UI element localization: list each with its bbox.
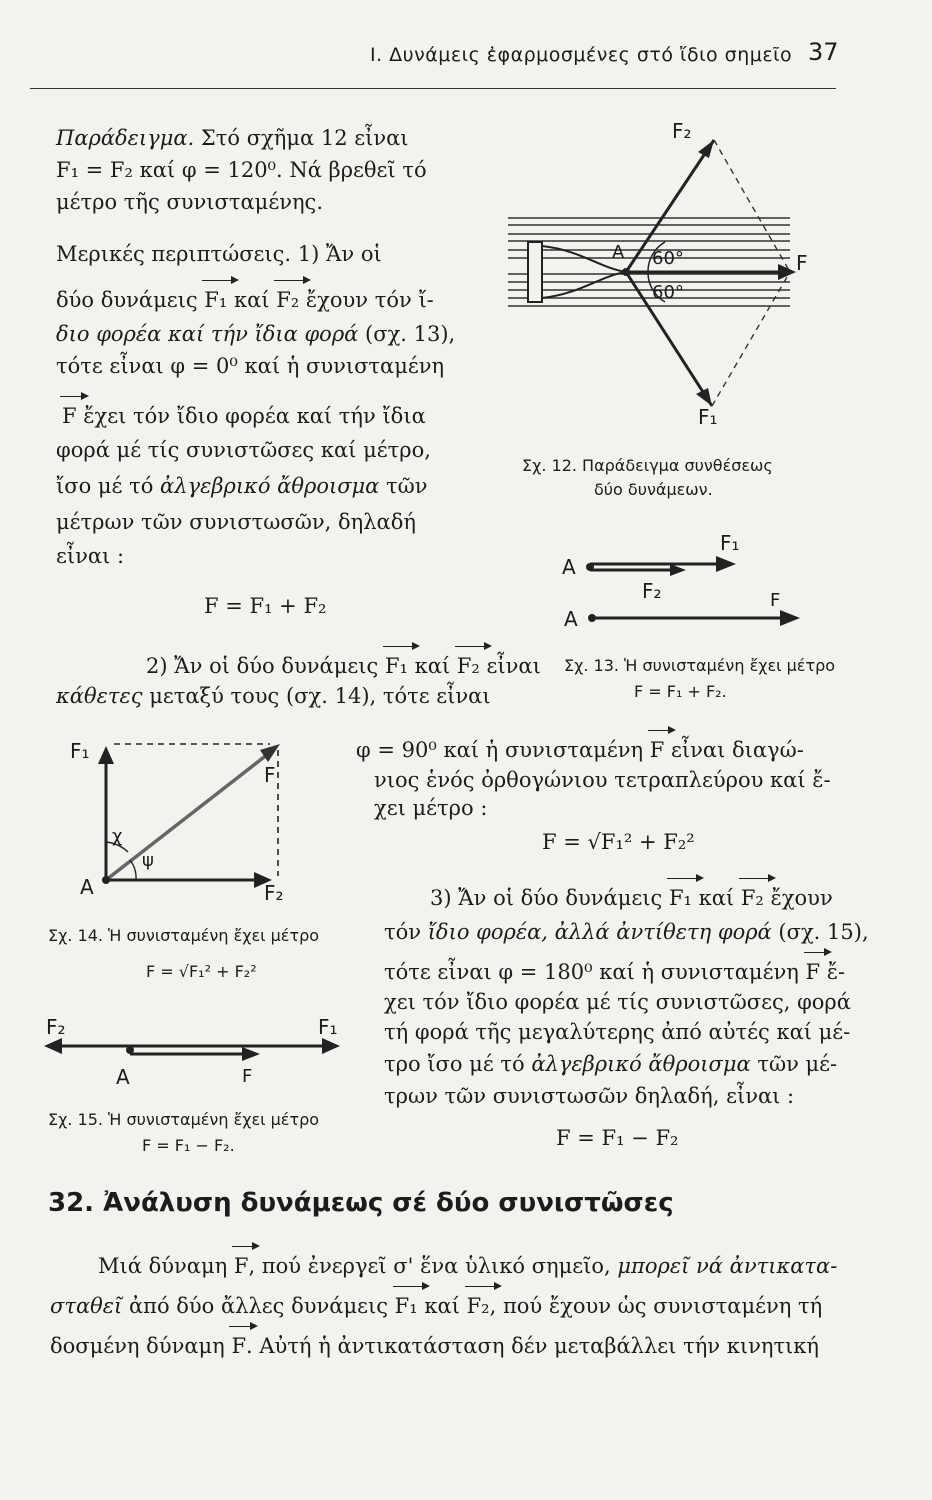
running-title: I. Δυνάμεις ἐφαρμοσμένες στό ἴδιο σημεῖο <box>370 44 793 66</box>
vec-F1: F₁ <box>204 288 228 312</box>
fig13-label-A2: A <box>564 607 578 631</box>
case2-3c: εἶναι διαγώ- <box>664 738 804 762</box>
case3-line-4: χει τόν ἴδιο φορέα μέ τίς συνιστῶσες, φορά <box>384 990 851 1014</box>
case3-1e: ἔχουν <box>770 886 833 910</box>
fig13-caption-1: Σχ. 13. Ἡ συνισταμένη ἔχει μέτρο <box>564 656 836 675</box>
fig12-caption-1: Σχ. 12. Παράδειγμα συνθέσεως <box>522 456 773 475</box>
vec-F2: F₂ <box>740 886 764 910</box>
fig14-label-F: F <box>264 763 276 787</box>
cases-line-2 <box>56 288 434 312</box>
cases-2e: ἔχουν τόν ἴ- <box>305 288 434 312</box>
fig12-caption-2: δύο δυνάμεων. <box>594 480 713 499</box>
fig13-label-F2: F₂ <box>642 579 662 603</box>
fig13-label-F1: F₁ <box>720 531 740 555</box>
figure-13 <box>550 526 810 634</box>
example-line-2: F₁ = F₂ καί φ = 120⁰. Νά βρεθεῖ τό <box>56 158 427 182</box>
section-2a: σταθεῖ <box>50 1294 123 1318</box>
case2-line-5: χει μέτρο : <box>374 796 488 820</box>
vec-F1: F₁ <box>384 654 408 678</box>
figure-12 <box>500 118 840 438</box>
section-2d: καί <box>424 1294 460 1318</box>
case3-line-5: τή φορά τῆς μεγαλύτερης ἀπό αὐτές καί μέ- <box>384 1020 851 1044</box>
section-1d: μπορεῖ νά ἀντικατα- <box>617 1254 838 1278</box>
case3-line-2 <box>384 920 869 944</box>
case3-2a: τόν <box>384 920 428 944</box>
example-line-3: μέτρο τῆς συνισταμένης. <box>56 190 323 214</box>
section-line-1 <box>98 1254 837 1278</box>
case3-3c: ἔ- <box>820 960 846 984</box>
example-text-1: Στό σχῆμα 12 εἶναι <box>194 126 409 150</box>
vec-F: F <box>649 738 665 762</box>
example-line-1 <box>56 126 409 150</box>
fig12-label-F2: F₂ <box>672 119 692 143</box>
section-2b: ἀπό δύο ἄλλες δυνάμεις <box>122 1294 388 1318</box>
section-line-3 <box>50 1334 819 1358</box>
fig12-label-A: A <box>612 242 625 263</box>
fig15-label-F: F <box>242 1066 253 1087</box>
case2-1a: 2) Ἄν οἱ δύο δυνάμεις <box>146 654 379 678</box>
section-2f: , πού ἔχουν ὡς συνισταμένη τή <box>489 1294 823 1318</box>
cases-line-1: Μερικές περιπτώσεις. 1) Ἄν οἱ <box>56 242 382 266</box>
case3-line-7: τρων τῶν συνιστωσῶν δηλαδή, εἶναι : <box>384 1084 795 1108</box>
fig12-label-F1: F₁ <box>698 405 718 429</box>
fig13-label-F: F <box>770 590 781 611</box>
fig14-caption-1: Σχ. 14. Ἡ συνισταμένη ἔχει μέτρο <box>48 926 320 945</box>
vec-F: F <box>231 1334 247 1358</box>
section-3a: δοσμένη δύναμη <box>50 1334 225 1358</box>
figure-14 <box>60 730 310 916</box>
case3-2b: ἴδιο φορέα, ἀλλά ἀντίθετη φορά <box>427 920 772 944</box>
header-rule <box>30 88 836 89</box>
cases-5b: ἔχει τόν ἴδιο φορέα καί τήν ἴδια <box>76 404 426 428</box>
cases-line-3 <box>56 322 455 346</box>
section-line-2 <box>50 1294 822 1318</box>
section-heading: 32. Ἀνάλυση δυνάμεως σέ δύο συνιστῶσες <box>48 1188 674 1218</box>
fig12-angle-2: 60° <box>652 282 684 303</box>
fig12-label-F: F <box>796 251 808 275</box>
cases-line-6: φορά μέ τίς συνιστῶσες καί μέτρο, <box>56 438 431 462</box>
case3-line-3 <box>384 960 845 984</box>
case2-2b: μεταξύ τους (σχ. 14), τότε εἶναι <box>142 684 491 708</box>
fig12-angle-1: 60° <box>652 248 684 269</box>
equation-pythagoras: F = √F₁² + F₂² <box>542 830 695 854</box>
cases-line-9: εἶναι : <box>56 544 125 568</box>
fig14-label-F2: F₂ <box>264 881 284 905</box>
cases-3-italic: διο φορέα καί τήν ἴδια φορά <box>56 322 359 346</box>
vec-F2: F₂ <box>456 654 480 678</box>
vec-F: F <box>805 960 821 984</box>
case3-1c: καί <box>698 886 735 910</box>
cases-2a: δύο δυνάμεις <box>56 288 198 312</box>
fig15-label-F1: F₁ <box>318 1015 338 1039</box>
case2-3a: φ = 90⁰ καί ἡ συνισταμένη <box>356 738 644 762</box>
page-number: 37 <box>808 38 839 66</box>
fig14-caption-2: F = √F₁² + F₂² <box>146 962 257 981</box>
vec-F1: F₁ <box>668 886 692 910</box>
case3-1a: 3) Ἄν οἱ δύο δυνάμεις <box>430 886 663 910</box>
case2-1c: καί <box>414 654 451 678</box>
equation-sum: F = F₁ + F₂ <box>204 594 327 618</box>
case2-line-4: νιος ἑνός ὀρθογώνιου τετραπλεύρου καί ἔ- <box>374 768 831 792</box>
cases-7a: ἴσο μέ τό <box>56 474 161 498</box>
vec-F2: F₂ <box>276 288 300 312</box>
fig15-label-A: A <box>116 1065 130 1089</box>
fig14-label-psi: ψ <box>142 850 154 871</box>
case3-6a: τρο ἴσο μέ τό <box>384 1052 532 1076</box>
case3-6c: τῶν μέ- <box>750 1052 838 1076</box>
case2-1e: εἶναι <box>486 654 541 678</box>
cases-line-8: μέτρων τῶν συνιστωσῶν, δηλαδή <box>56 510 416 534</box>
section-1c: , πού ἐνεργεῖ σ' ἕνα ὑλικό σημεῖο, <box>248 1254 611 1278</box>
figure-15 <box>36 1012 356 1092</box>
case3-line-6 <box>384 1052 837 1076</box>
fig13-label-A1: A <box>562 555 576 579</box>
vec-F: F <box>233 1254 249 1278</box>
cases-line-5 <box>62 404 426 428</box>
fig13-caption-2: F = F₁ + F₂. <box>634 682 727 701</box>
fig14-label-chi: χ <box>112 826 123 847</box>
case3-6b: ἀλγεβρικό ἄθροισμα <box>531 1052 751 1076</box>
fig14-label-F1: F₁ <box>70 739 90 763</box>
fig15-caption-2: F = F₁ − F₂. <box>142 1136 235 1155</box>
cases-line-4: τότε εἶναι φ = 0⁰ καί ἡ συνισταμένη <box>56 354 445 378</box>
cases-3b: (σχ. 13), <box>358 322 456 346</box>
case3-2c: (σχ. 15), <box>771 920 869 944</box>
cases-7c: τῶν <box>379 474 428 498</box>
case3-line-1 <box>430 886 833 910</box>
vec-F1: F₁ <box>394 1294 418 1318</box>
cases-line-7 <box>56 474 428 498</box>
case2-line-1 <box>146 654 541 678</box>
section-3c: . Αὐτή ἡ ἀντικατάσταση δέν μεταβάλλει τήν κινητική <box>246 1334 819 1358</box>
equation-difference: F = F₁ − F₂ <box>556 1126 679 1150</box>
fig14-label-A: A <box>80 875 94 899</box>
example-label: Παράδειγμα. <box>56 126 195 150</box>
case2-2a: κάθετες <box>56 684 143 708</box>
case3-3a: τότε εἶναι φ = 180⁰ καί ἡ συνισταμένη <box>384 960 799 984</box>
case2-line-2 <box>56 684 491 708</box>
fig15-caption-1: Σχ. 15. Ἡ συνισταμένη ἔχει μέτρο <box>48 1110 320 1129</box>
section-1a: Μιά δύναμη <box>98 1254 228 1278</box>
cases-7b: ἀλγεβρικό ἄθροισμα <box>160 474 380 498</box>
fig15-label-F2: F₂ <box>46 1015 66 1039</box>
vec-F: F <box>62 404 77 428</box>
case2-line-3 <box>356 738 804 762</box>
cases-2c: καί <box>233 288 270 312</box>
vec-F2: F₂ <box>466 1294 490 1318</box>
